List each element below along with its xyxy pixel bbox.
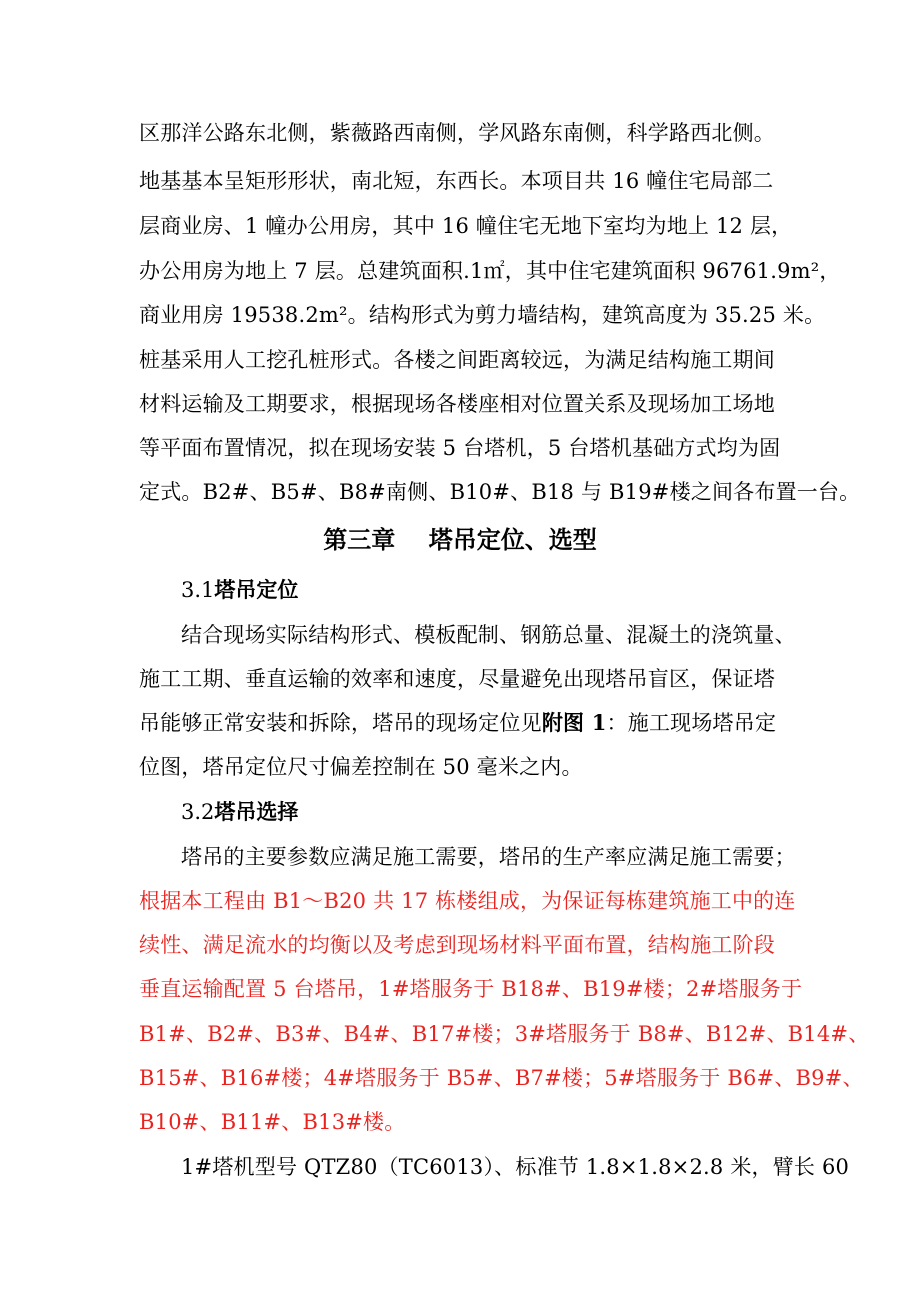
highlighted-line: 续性、满足流水的均衡以及考虑到现场材料平面布置，结构施工阶段 xyxy=(139,933,775,957)
section-number: 3.1 xyxy=(181,578,215,602)
section-heading-3-1 xyxy=(181,575,298,605)
paragraph-line: 等平面布置情况，拟在现场安装 5 台塔机，5 台塔机基础方式均为固 xyxy=(139,436,781,460)
paragraph-line: 商业用房 19538.2m²。结构形式为剪力墙结构，建筑高度为 35.25 米。 xyxy=(139,303,826,327)
section-heading-3-2 xyxy=(181,797,298,827)
highlighted-line: B1#、B2#、B3#、B4#、B17#楼；3#塔服务于 B8#、B12#、B14#、 xyxy=(139,1022,870,1046)
paragraph-line: 位图，塔吊定位尺寸偏差控制在 50 毫米之内。 xyxy=(139,755,583,779)
chapter-title: 第三章 塔吊定位、选型 xyxy=(323,526,597,554)
text-segment: ：施工现场塔吊定 xyxy=(606,711,777,735)
text-segment: 吊能够正常安装和拆除，塔吊的现场定位见 xyxy=(139,711,542,735)
figure-reference: 附图 1 xyxy=(541,710,607,735)
section-title: 塔吊定位 xyxy=(214,577,299,602)
highlighted-line: B15#、B16#楼；4#塔服务于 B5#、B7#楼；5#塔服务于 B6#、B9#、 xyxy=(139,1066,864,1090)
paragraph-line: 塔吊的主要参数应满足施工需要，塔吊的生产率应满足施工需要； xyxy=(181,845,796,869)
paragraph-line: 地基基本呈矩形形状，南北短，东西长。本项目共 16 幢住宅局部二 xyxy=(139,169,774,193)
paragraph-line: 结合现场实际结构形式、模板配制、钢筋总量、混凝土的浇筑量、 xyxy=(181,623,796,647)
highlighted-line: 根据本工程由 B1～B20 共 17 栋楼组成，为保证每栋建筑施工中的连 xyxy=(139,889,796,913)
highlighted-line: 垂直运输配置 5 台塔吊，1#塔服务于 B18#、B19#楼；2#塔服务于 xyxy=(139,977,803,1001)
highlighted-line: B10#、B11#、B13#楼。 xyxy=(139,1110,406,1134)
paragraph-line: 层商业房、1 幢办公用房，其中 16 幢住宅无地下室均为地上 12 层， xyxy=(139,214,793,238)
section-title: 塔吊选择 xyxy=(214,799,299,824)
paragraph-line: 定式。B2#、B5#、B8#南侧、B10#、B18 与 B19#楼之间各布置一台。 xyxy=(139,480,861,504)
paragraph-line: 区那洋公路东北侧，紫薇路西南侧，学风路东南侧，科学路西北侧。 xyxy=(139,121,775,145)
paragraph-line: 办公用房为地上 7 层。总建筑面积.1㎡，其中住宅建筑面积 96761.9m²， xyxy=(139,259,841,283)
paragraph-line: 施工工期、垂直运输的效率和速度，尽量避免出现塔吊盲区，保证塔 xyxy=(139,667,775,691)
paragraph-line: 桩基采用人工挖孔桩形式。各楼之间距离较远，为满足结构施工期间 xyxy=(139,348,775,372)
section-number: 3.2 xyxy=(181,800,215,824)
paragraph-line xyxy=(139,708,789,738)
paragraph-line: 1#塔机型号 QTZ80（TC6013）、标准节 1.8×1.8×2.8 米，臂长 60 xyxy=(181,1155,850,1179)
paragraph-line: 材料运输及工期要求，根据现场各楼座相对位置关系及现场加工场地 xyxy=(139,392,775,416)
